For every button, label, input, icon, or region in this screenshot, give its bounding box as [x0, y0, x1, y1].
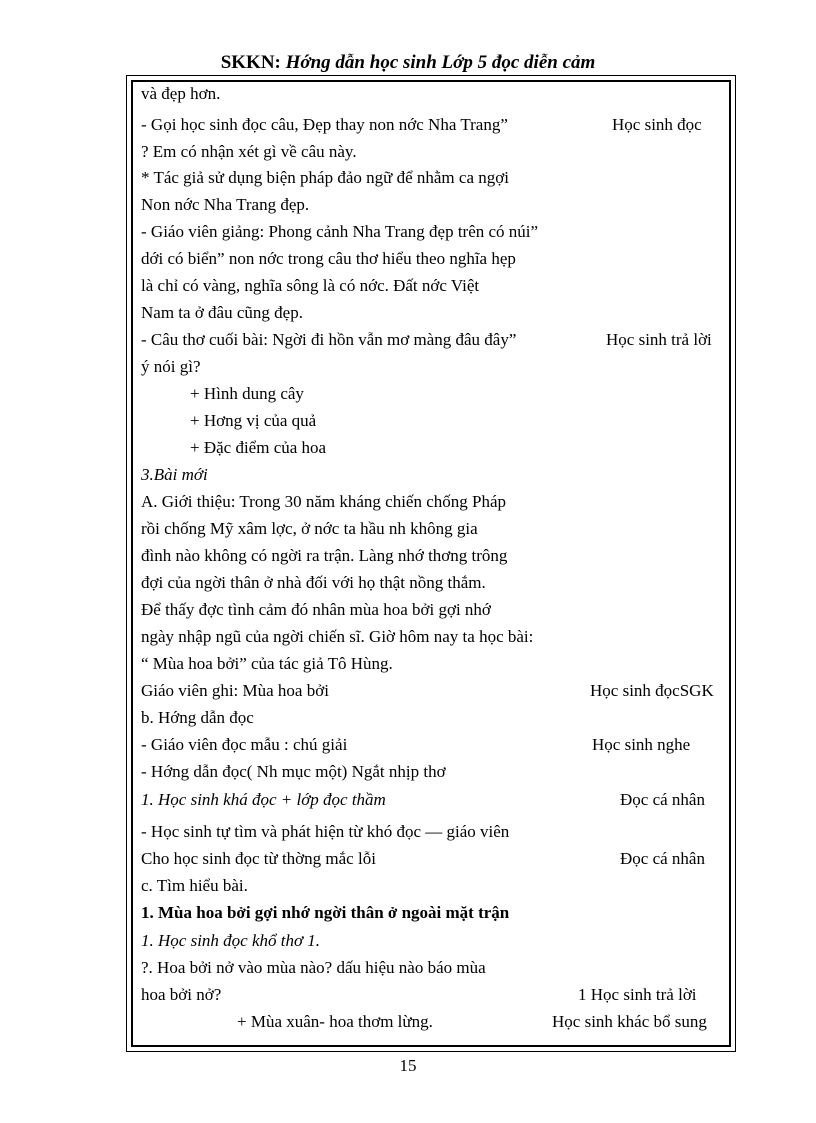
page-header [0, 52, 816, 74]
text-line: ý nói gì? [141, 357, 201, 376]
text-line: - Học sinh tự tìm và phát hiện từ khó đọc — giáo viên [141, 822, 510, 841]
student-activity: 1 Học sinh trả lời [578, 985, 697, 1004]
text-line: đợi của ngời thân ở nhà đối với họ thật nồng thắm. [141, 573, 486, 592]
text-line: ?. Hoa bởi nở vào mùa nào? dấu hiệu nào báo mùa [141, 958, 486, 977]
text-line: là chỉ có vàng, nghĩa sông là có nớc. Đất nớc Việt [141, 276, 480, 295]
text-line: ngày nhập ngũ của ngời chiến sĩ. Giờ hôm nay ta học bài: [141, 627, 534, 646]
student-activity: Học sinh nghe [592, 735, 691, 754]
page-number: 15 [399, 1056, 417, 1075]
text-line: - Gọi học sinh đọc câu, Đẹp thay non nớc Nha Trang” [141, 115, 508, 134]
text-line: hoa bởi nở? [141, 985, 222, 1004]
text-line: dới có biển” non nớc trong câu thơ hiểu theo nghĩa hẹp [141, 249, 516, 268]
subsection-heading: 1. Mùa hoa bởi gợi nhớ ngời thân ở ngoài mặt trận [141, 903, 510, 922]
text-line: 1. Học sinh khá đọc + lớp đọc thầm [141, 790, 386, 809]
text-line: + Hơng vị của quả [190, 411, 317, 430]
text-line: Nam ta ở đâu cũng đẹp. [141, 303, 303, 322]
text-line: Non nớc Nha Trang đẹp. [141, 195, 310, 214]
student-activity: Học sinh khác bổ sung [552, 1012, 707, 1031]
text-line: b. Hớng dẫn đọc [141, 708, 254, 727]
text-line: - Giáo viên đọc mẫu : chú giải [141, 735, 348, 754]
text-line: 1. Học sinh đọc khổ thơ 1. [141, 931, 321, 950]
student-activity: Đọc cá nhân [620, 790, 705, 809]
text-line: Giáo viên ghi: Mùa hoa bởi [141, 681, 329, 700]
student-activity: Học sinh đọc [612, 115, 702, 134]
text-line: và đẹp hơn. [141, 84, 221, 103]
text-line: ? Em có nhận xét gì về câu này. [141, 142, 357, 161]
text-line: * Tác giả sử dụng biện pháp đảo ngữ để nhằm ca ngợi [141, 168, 509, 187]
header-title: Hớng dẫn học sinh Lớp 5 đọc diễn cảm [285, 52, 596, 73]
student-activity: Đọc cá nhân [620, 849, 705, 868]
text-line: + Đặc điểm của hoa [190, 438, 327, 457]
text-line: + Hình dung cây [190, 384, 304, 403]
text-line: Để thấy đợc tình cảm đó nhân mùa hoa bởi gợi nhớ [141, 600, 491, 619]
text-line: “ Mùa hoa bởi” của tác giả Tô Hùng. [141, 654, 393, 673]
text-line: - Câu thơ cuối bài: Ngời đi hồn vẫn mơ màng đâu đây” [141, 330, 517, 349]
text-line: + Mùa xuân- hoa thơm lừng. [237, 1012, 433, 1031]
text-line: đình nào không có ngời ra trận. Làng nhớ thơng trông [141, 546, 508, 565]
text-line: rồi chống Mỹ xâm lợc, ở nớc ta hầu nh không gia [141, 519, 478, 538]
student-activity: Học sinh đọcSGK [590, 681, 714, 700]
section-heading: 3.Bài mới [141, 465, 208, 484]
student-activity: Học sinh trả lời [606, 330, 712, 349]
text-line: A. Giới thiệu: Trong 30 năm kháng chiến chống Pháp [141, 492, 507, 511]
text-line: c. Tìm hiểu bài. [141, 876, 248, 895]
text-line: Cho học sinh đọc từ thờng mắc lỗi [141, 849, 376, 868]
text-line: - Hớng dẫn đọc( Nh mục một) Ngắt nhịp thơ [141, 762, 446, 781]
text-line: - Giáo viên giảng: Phong cảnh Nha Trang đẹp trên có núi” [141, 222, 539, 241]
header-prefix: SKKN: [220, 52, 281, 73]
